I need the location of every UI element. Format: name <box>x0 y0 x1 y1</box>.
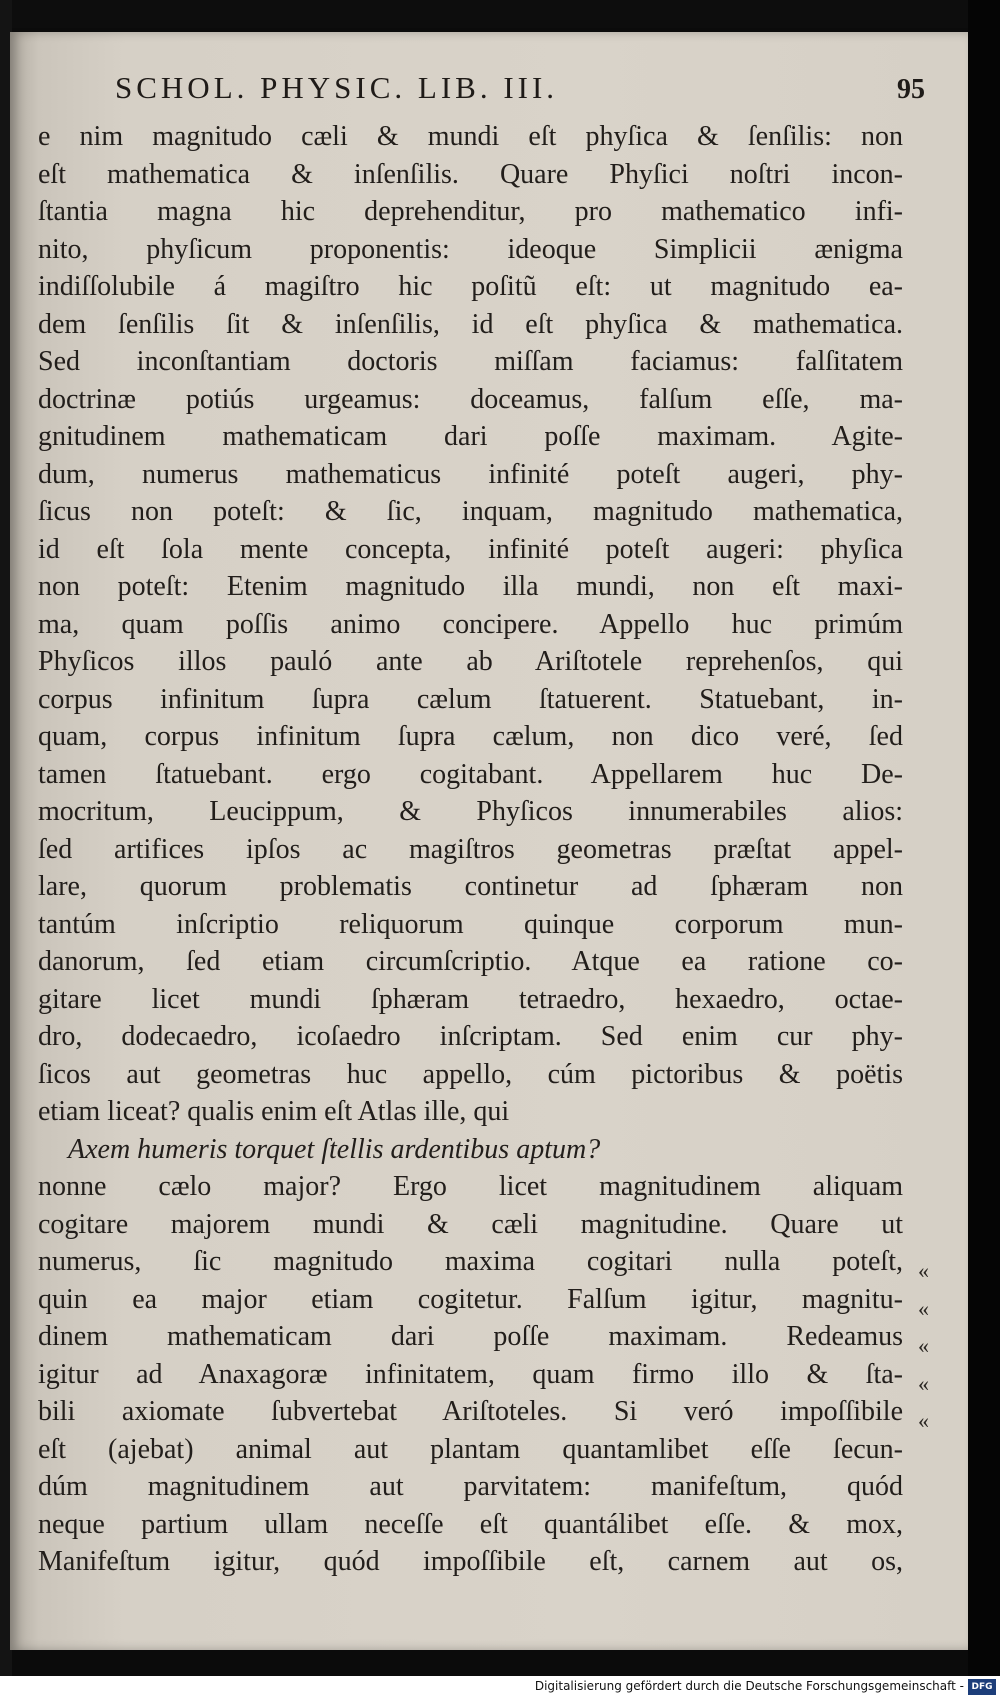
text-line: danorum, ſed etiam circumſcriptio. Atque ea ratione co- <box>38 946 903 977</box>
text-line: id eſt ſola mente concepta, infinité poteſt augeri: phyſica <box>38 533 903 565</box>
text-line: etiam liceat? qualis enim eſt Atlas ille, qui <box>38 1096 510 1127</box>
text-line: Phyſicos illos pauló ante ab Ariſtotele reprehenſos, qui <box>38 646 903 677</box>
text-line: mocritum, Leucippum, & Phyſicos innumerabiles alios: <box>38 796 903 827</box>
text-line: Sed inconſtantiam doctoris miſſam faciamus: falſitatem <box>38 346 903 377</box>
scan-border-right <box>968 0 1000 1699</box>
scan-border-top <box>0 0 1000 28</box>
text-line: dinem mathematicam dari poſſe maximam. Redeamus <box>38 1321 903 1352</box>
text-line: ſtantia magna hic deprehenditur, pro mathematico infi- <box>38 196 903 227</box>
text-line: tamen ſtatuebant. ergo cogitabant. Appellarem huc De- <box>38 758 903 790</box>
text-line: dúm magnitudinem aut parvitatem: manifeſtum, quód <box>38 1471 903 1502</box>
text-line: dum, numerus mathematicus infinité poteſt augeri, phy- <box>38 458 903 490</box>
footer-bar <box>0 1676 1000 1699</box>
margin-quote-marks <box>918 1252 948 1440</box>
text-line: Axem humeris torquet ſtellis ardentibus aptum? <box>68 1133 601 1165</box>
running-title: SCHOL. PHYSIC. LIB. III. <box>115 70 559 105</box>
text-line: dro, dodecaedro, icoſaedro inſcriptam. Sed enim cur phy- <box>38 1021 903 1052</box>
margin-quote-mark: « <box>918 1333 929 1358</box>
text-line: ſed artifices ipſos ac magiſtros geometras præſtat appel- <box>38 833 903 865</box>
text-line: ſicos aut geometras huc appello, cúm pictoribus & poëtis <box>38 1058 903 1090</box>
dfg-logo: DFG <box>968 1679 996 1695</box>
margin-quote-mark: « <box>918 1370 929 1396</box>
margin-quote-mark: « <box>918 1258 929 1283</box>
text-line: Manifeſtum igitur, quód impoſſibile eſt, carnem aut os, <box>38 1546 903 1577</box>
text-line: corpus infinitum ſupra cælum ſtatuerent. Statuebant, in- <box>38 683 903 715</box>
text-line: gitare licet mundi ſphæram tetraedro, hexaedro, octae- <box>38 983 903 1015</box>
text-line: igitur ad Anaxagoræ infinitatem, quam firmo illo & ſta- <box>38 1358 903 1390</box>
text-line: non poteſt: Etenim magnitudo illa mundi, non eſt maxi- <box>38 571 903 602</box>
text-line: quin ea major etiam cogitetur. Falſum igitur, magnitu- <box>38 1283 903 1315</box>
text-line: nito, phyſicum proponentis: ideoque Simplicii ænigma <box>38 233 903 265</box>
text-line: neque partium ullam neceſſe eſt quantálibet eſſe. & mox, <box>38 1508 903 1540</box>
text-line: bili axiomate ſubvertebat Ariſtoteles. Si veró impoſſibile <box>38 1396 903 1427</box>
text-line: e nim magnitudo cæli & mundi eſt phyſica & ſenſilis: non <box>38 121 903 152</box>
text-line: quam, corpus infinitum ſupra cælum, non dico veré, ſed <box>38 721 903 752</box>
text-line: nonne cælo major? Ergo licet magnitudinem aliquam <box>38 1171 903 1202</box>
text-line: cogitare majorem mundi & cæli magnitudine. Quare ut <box>38 1208 903 1240</box>
text-line: lare, quorum problematis continetur ad ſphæram non <box>38 871 903 902</box>
margin-quote-mark: « <box>918 1408 929 1433</box>
text-line: indiſſolubile á magiſtro hic poſitũ eſt: ut magnitudo ea- <box>38 271 903 302</box>
page-number: 95 <box>897 74 925 105</box>
text-line: eſt (ajebat) animal aut plantam quantamlibet eſſe ſecun- <box>38 1433 903 1465</box>
text-line: ma, quam poſſis animo concipere. Appello huc primúm <box>38 608 903 640</box>
margin-quote-mark: « <box>918 1295 929 1321</box>
body-text <box>38 118 903 1581</box>
text-line: tantúm inſcriptio reliquorum quinque corporum mun- <box>38 908 903 940</box>
text-line: numerus, ſic magnitudo maxima cogitari nulla poteſt, <box>38 1246 903 1277</box>
text-line: doctrinæ potiús urgeamus: doceamus, falſum eſſe, ma- <box>38 383 903 415</box>
text-line: dem ſenſilis ſit & inſenſilis, id eſt phyſica & mathematica. <box>38 308 903 340</box>
text-line: eſt mathematica & inſenſilis. Quare Phyſici noſtri incon- <box>38 158 903 190</box>
text-line: ſicus non poteſt: & ſic, inquam, magnitudo mathematica, <box>38 496 903 527</box>
footer-credit: Digitalisierung gefördert durch die Deutsche Forschungsgemeinschaft - <box>534 1679 964 1693</box>
text-line: gnitudinem mathematicam dari poſſe maximam. Agite- <box>38 421 903 452</box>
